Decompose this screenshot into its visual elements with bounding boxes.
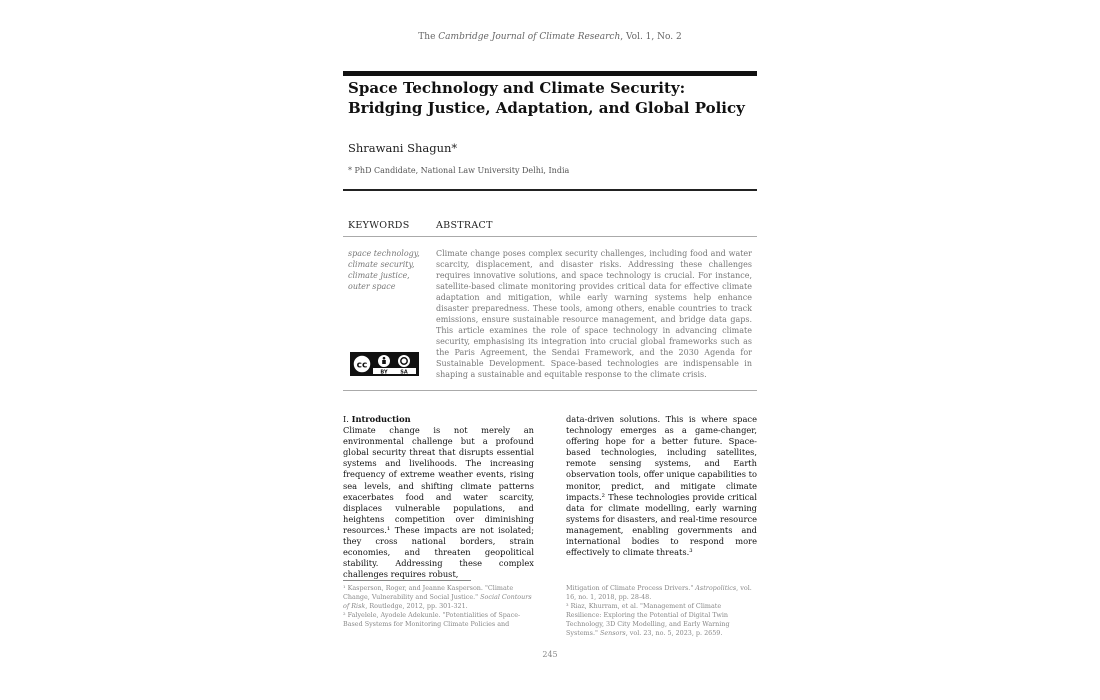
footnotes-left	[343, 584, 535, 629]
footnote-3: ³ Riaz, Khurram, et al. "Management of Climate Resilience: Exploring the Potential of Digital Twin Technology, 3D City Modelling, and Early Warning Systems." Sensors, vol. 23, no. 5, 2023, p. 2659.	[566, 601, 730, 637]
body-column-left	[343, 414, 534, 580]
author-name: Shrawani Shagun*	[348, 141, 458, 155]
body-column-right	[566, 414, 757, 558]
keywords-heading: KEYWORDS	[348, 220, 410, 231]
cc-by-sa-license-icon	[350, 352, 419, 376]
article-title: Space Technology and Climate Security: Bridging Justice, Adaptation, and Global Policy	[348, 79, 745, 117]
body-paragraph-left: Climate change is not merely an environmental challenge but a profound global security threat that disrupts essential systems and livelihoods. The increasing frequency of extreme weather events, rising sea levels, and shifting climate patterns exacerbates food and water scarcity, displaces vulnerable populations, and heightens competition over diminishing resources.¹ These impacts are not isolated; they cross national borders, strain economies, and threaten geopolitical stability. Addressing these complex challenges requires robust,	[343, 425, 534, 580]
keyword-item: climate security,	[348, 260, 415, 269]
footnote-2: ² Falyelele, Ayodele Adekunle. "Potentialities of Space-Based Systems for Monitoring Climate Policies and	[343, 610, 521, 628]
abstract-heading: ABSTRACT	[436, 220, 493, 231]
top-rule	[343, 71, 757, 76]
sa-label: SA	[400, 369, 408, 375]
footnote-1: ¹ Kasperson, Roger, and Jeanne Kasperson. "Climate Change, Vulnerability and Social Justice." Social Contours of Risk, Routledge, 2012, pp. 301-321.	[343, 584, 532, 610]
sa-share-icon	[398, 355, 410, 367]
footnote-rule	[343, 580, 471, 581]
section-title: Introduction	[351, 414, 411, 424]
page-number: 245	[542, 650, 558, 659]
keyword-item: climate justice,	[348, 271, 410, 280]
abstract-text: Climate change poses complex security challenges, including food and water scarcity, displacement, and disaster risks. Addressing these challenges requires innovative solutions, and space technology is crucial. For instance, satellite-based climate monitoring provides critical data for effective climate adaptation and mitigation, while early warning systems help enhance disaster preparedness. These tools, among others, enable countries to track emissions, ensure sustainable resource management, and bridge data gaps. This article examines the role of space technology in advancing climate security, emphasising its integration into crucial global frameworks such as the Paris Agreement, the Sendai Framework, and the 2030 Agenda for Sustainable Development. Space-based technologies are indispensable in shaping a sustainable and equitable response to the climate crisis.	[436, 249, 752, 379]
abstract-top-rule	[343, 236, 757, 237]
journal-name: Cambridge Journal of Climate Research	[438, 32, 621, 42]
cc-label: cc	[356, 360, 368, 371]
keyword-item: outer space	[348, 282, 396, 291]
by-label: BY	[380, 369, 388, 375]
journal-header: The Cambridge Journal of Climate Research, Vol. 1, No. 2	[418, 32, 682, 42]
abstract-bottom-rule	[343, 390, 757, 391]
footnote-2-continued: Mitigation of Climate Process Drivers." Astropolitics, vol. 16, no. 1, 2018, pp. 28-48.	[566, 584, 752, 601]
keywords-list	[348, 248, 428, 292]
keyword-item: space technology,	[348, 249, 420, 258]
section-heading: I. Introduction	[343, 414, 411, 424]
header-divider	[343, 189, 757, 191]
author-affiliation: * PhD Candidate, National Law University Delhi, India	[348, 166, 570, 175]
body-paragraph-right: data-driven solutions. This is where space technology emerges as a game-changer, offering hope for a better future. Space-based technologies, including satellites, remote sensing systems, and Earth observation tools, offer unique capabilities to monitor, predict, and mitigate climate impacts.² These technologies provide critical data for climate modelling, early warning systems for disasters, and real-time resource management, enabling governments and international bodies to respond more effectively to climate threats.³	[566, 414, 757, 558]
footnotes-right	[566, 584, 758, 637]
